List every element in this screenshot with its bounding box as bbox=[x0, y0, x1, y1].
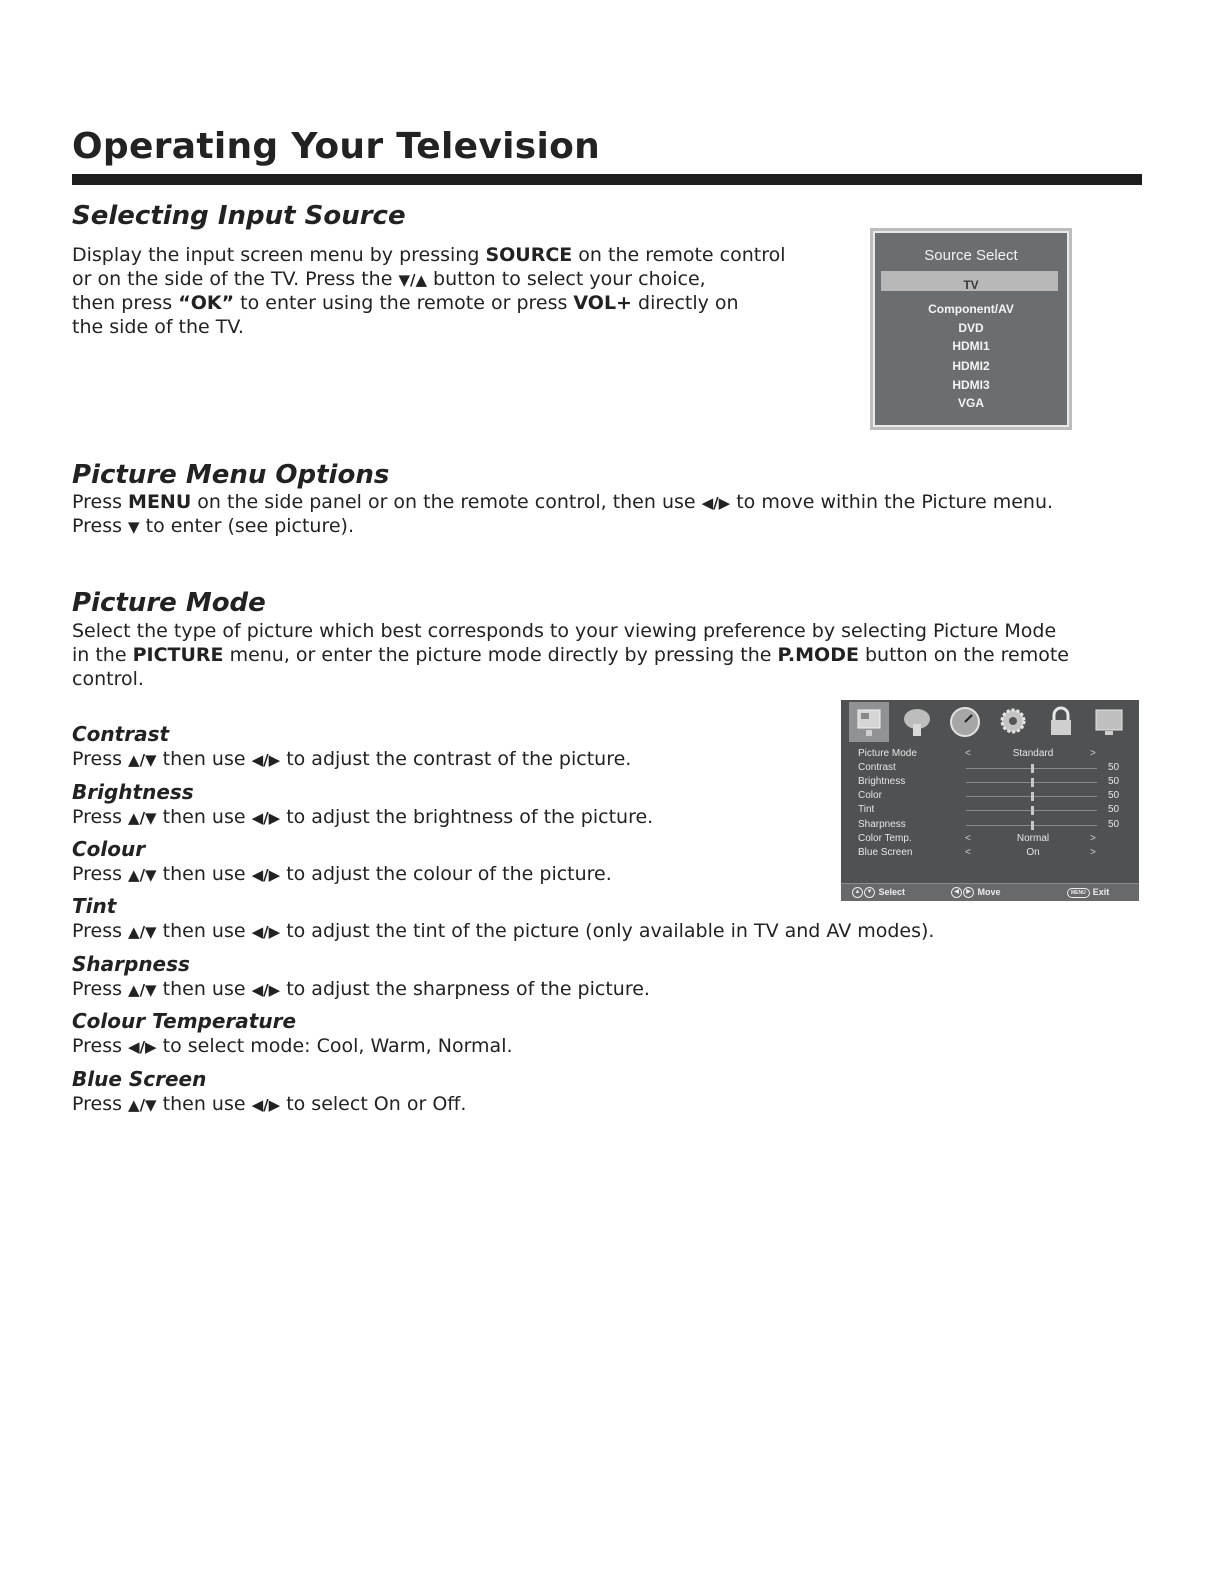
down-up-arrows-icon: ▼/▲ bbox=[398, 271, 428, 289]
left-right-arrows-icon: ◀/▶ bbox=[251, 1096, 281, 1114]
lock-icon[interactable] bbox=[1041, 702, 1081, 742]
osd-row-label: Blue Screen bbox=[858, 847, 913, 858]
osd-row-picture-mode[interactable] bbox=[841, 748, 1139, 762]
source-item-hdmi1[interactable]: HDMI1 bbox=[952, 339, 990, 353]
osd-row-color-temp[interactable] bbox=[841, 833, 1139, 847]
osd-row-color[interactable] bbox=[841, 790, 1139, 804]
audio-icon[interactable] bbox=[897, 702, 937, 742]
chevron-right-icon[interactable]: > bbox=[1090, 847, 1096, 858]
source-select-menu bbox=[870, 228, 1072, 430]
up-down-arrows-icon: ▲/▼ bbox=[128, 981, 157, 999]
up-down-arrows-icon: ▲/▼ bbox=[128, 809, 157, 827]
menu-icon-bar bbox=[845, 702, 1135, 744]
osd-row-label: Tint bbox=[858, 804, 875, 815]
picture-mode-line-3: control. bbox=[72, 668, 144, 690]
select-hint: ▲ ▼ Select bbox=[852, 887, 905, 898]
input-source-line-1: Display the input screen menu by pressing SOURCE on the remote control bbox=[72, 244, 786, 266]
menu-key-icon: MENU bbox=[1067, 888, 1090, 898]
osd-row-label: Picture Mode bbox=[858, 748, 917, 759]
slider-value: 50 bbox=[1108, 776, 1120, 787]
left-right-arrows-icon: ◀/▶ bbox=[251, 981, 281, 999]
slider-thumb[interactable] bbox=[1031, 821, 1034, 830]
picture-menu-line-1: Press MENU on the side panel or on the remote control, then use ◀/▶ to move within the Picture menu. bbox=[72, 491, 1054, 513]
osd-row-label: Color bbox=[858, 790, 882, 801]
page-title: Operating Your Television bbox=[72, 126, 601, 167]
right-button-icon: ▶ bbox=[963, 887, 974, 898]
left-right-arrows-icon: ◀/▶ bbox=[251, 923, 281, 941]
setting-heading: Blue Screen bbox=[72, 1067, 207, 1091]
osd-row-brightness[interactable] bbox=[841, 776, 1139, 790]
setting-instruction: Press ◀/▶ to select mode: Cool, Warm, Normal. bbox=[72, 1035, 513, 1057]
left-right-arrows-icon: ◀/▶ bbox=[128, 1038, 157, 1056]
down-button-icon: ▼ bbox=[864, 887, 875, 898]
setup-icon[interactable] bbox=[993, 702, 1033, 742]
setting-instruction: Press ▲/▼ then use ◀/▶ to adjust the brightness of the picture. bbox=[72, 806, 654, 828]
setting-instruction: Press ▲/▼ then use ◀/▶ to select On or Off. bbox=[72, 1093, 467, 1115]
source-item-hdmi3[interactable]: HDMI3 bbox=[952, 378, 990, 392]
source-item-dvd[interactable]: DVD bbox=[958, 321, 984, 335]
osd-row-contrast[interactable] bbox=[841, 762, 1139, 776]
setting-heading: Colour bbox=[72, 837, 146, 861]
time-icon[interactable] bbox=[945, 702, 985, 742]
up-down-arrows-icon: ▲/▼ bbox=[128, 1096, 157, 1114]
osd-row-label: Brightness bbox=[858, 776, 906, 787]
osd-row-blue-screen[interactable] bbox=[841, 847, 1139, 861]
chevron-left-icon[interactable]: < bbox=[965, 748, 971, 759]
up-down-arrows-icon: ▲/▼ bbox=[128, 751, 157, 769]
down-arrow-icon: ▼ bbox=[128, 518, 140, 536]
heading-picture-menu-options: Picture Menu Options bbox=[72, 460, 390, 490]
left-right-arrows-icon: ◀/▶ bbox=[251, 866, 281, 884]
slider-value: 50 bbox=[1108, 762, 1120, 773]
slider-value: 50 bbox=[1108, 819, 1120, 830]
osd-row-label: Sharpness bbox=[858, 819, 906, 830]
source-item-tv[interactable]: TV bbox=[963, 278, 979, 292]
title-rule bbox=[72, 174, 1142, 185]
picture-mode-line-2: in the PICTURE menu, or enter the picture mode directly by pressing the P.MODE button on the remote bbox=[72, 644, 1069, 666]
slider-thumb[interactable] bbox=[1031, 764, 1034, 773]
left-right-arrows-icon: ◀/▶ bbox=[251, 809, 281, 827]
input-source-line-4: the side of the TV. bbox=[72, 316, 244, 338]
input-source-line-2: or on the side of the TV. Press the ▼/▲ button to select your choice, bbox=[72, 268, 706, 290]
slider-thumb[interactable] bbox=[1031, 806, 1034, 815]
up-down-arrows-icon: ▲/▼ bbox=[128, 866, 157, 884]
move-hint: ◀ ▶ Move bbox=[951, 887, 1001, 898]
slider-thumb[interactable] bbox=[1031, 778, 1034, 787]
left-right-arrows-icon: ◀/▶ bbox=[251, 751, 281, 769]
up-down-arrows-icon: ▲/▼ bbox=[128, 923, 157, 941]
input-source-line-3: then press “OK” to enter using the remote or press VOL+ directly on bbox=[72, 292, 739, 314]
exit-hint: MENU Exit bbox=[1067, 887, 1109, 898]
picture-mode-line-1: Select the type of picture which best corresponds to your viewing preference by selecting Picture Mode bbox=[72, 620, 1057, 642]
setting-heading: Tint bbox=[72, 894, 117, 918]
osd-footer bbox=[841, 883, 1139, 901]
left-right-arrows-icon: ◀/▶ bbox=[701, 494, 731, 512]
left-button-icon: ◀ bbox=[951, 887, 962, 898]
heading-picture-mode: Picture Mode bbox=[72, 588, 266, 618]
up-button-icon: ▲ bbox=[852, 887, 863, 898]
slider-value: 50 bbox=[1108, 790, 1120, 801]
osd-row-value: Standard bbox=[1012, 748, 1054, 759]
osd-row-value: Normal bbox=[1016, 833, 1050, 844]
osd-row-sharpness[interactable] bbox=[841, 819, 1139, 833]
picture-menu-osd bbox=[841, 700, 1139, 901]
source-item-hdmi2[interactable]: HDMI2 bbox=[952, 359, 990, 373]
heading-input-source: Selecting Input Source bbox=[72, 201, 406, 231]
source-select-title: Source Select bbox=[924, 247, 1018, 264]
chevron-left-icon[interactable]: < bbox=[965, 833, 971, 844]
chevron-left-icon[interactable]: < bbox=[965, 847, 971, 858]
source-item-component-av[interactable]: Component/AV bbox=[928, 302, 1014, 316]
setting-heading: Colour Temperature bbox=[72, 1009, 297, 1033]
picture-icon[interactable] bbox=[849, 702, 889, 742]
setting-heading: Sharpness bbox=[72, 952, 190, 976]
chevron-right-icon[interactable]: > bbox=[1090, 833, 1096, 844]
source-item-vga[interactable]: VGA bbox=[957, 396, 984, 410]
slider-value: 50 bbox=[1108, 804, 1120, 815]
chevron-right-icon[interactable]: > bbox=[1090, 748, 1096, 759]
setting-instruction: Press ▲/▼ then use ◀/▶ to adjust the contrast of the picture. bbox=[72, 748, 632, 770]
setting-instruction: Press ▲/▼ then use ◀/▶ to adjust the tint of the picture (only available in TV and AV modes). bbox=[72, 920, 935, 942]
osd-row-tint[interactable] bbox=[841, 804, 1139, 818]
setting-heading: Contrast bbox=[72, 722, 170, 746]
picture-menu-line-2: Press ▼ to enter (see picture). bbox=[72, 515, 355, 537]
osd-row-label: Color Temp. bbox=[858, 833, 912, 844]
setting-heading: Brightness bbox=[72, 780, 194, 804]
setting-instruction: Press ▲/▼ then use ◀/▶ to adjust the sharpness of the picture. bbox=[72, 978, 650, 1000]
osd-row-value: On bbox=[1026, 847, 1040, 858]
osd-row-label: Contrast bbox=[858, 762, 896, 773]
slider-thumb[interactable] bbox=[1031, 792, 1034, 801]
channel-icon[interactable] bbox=[1089, 702, 1129, 742]
setting-instruction: Press ▲/▼ then use ◀/▶ to adjust the colour of the picture. bbox=[72, 863, 612, 885]
